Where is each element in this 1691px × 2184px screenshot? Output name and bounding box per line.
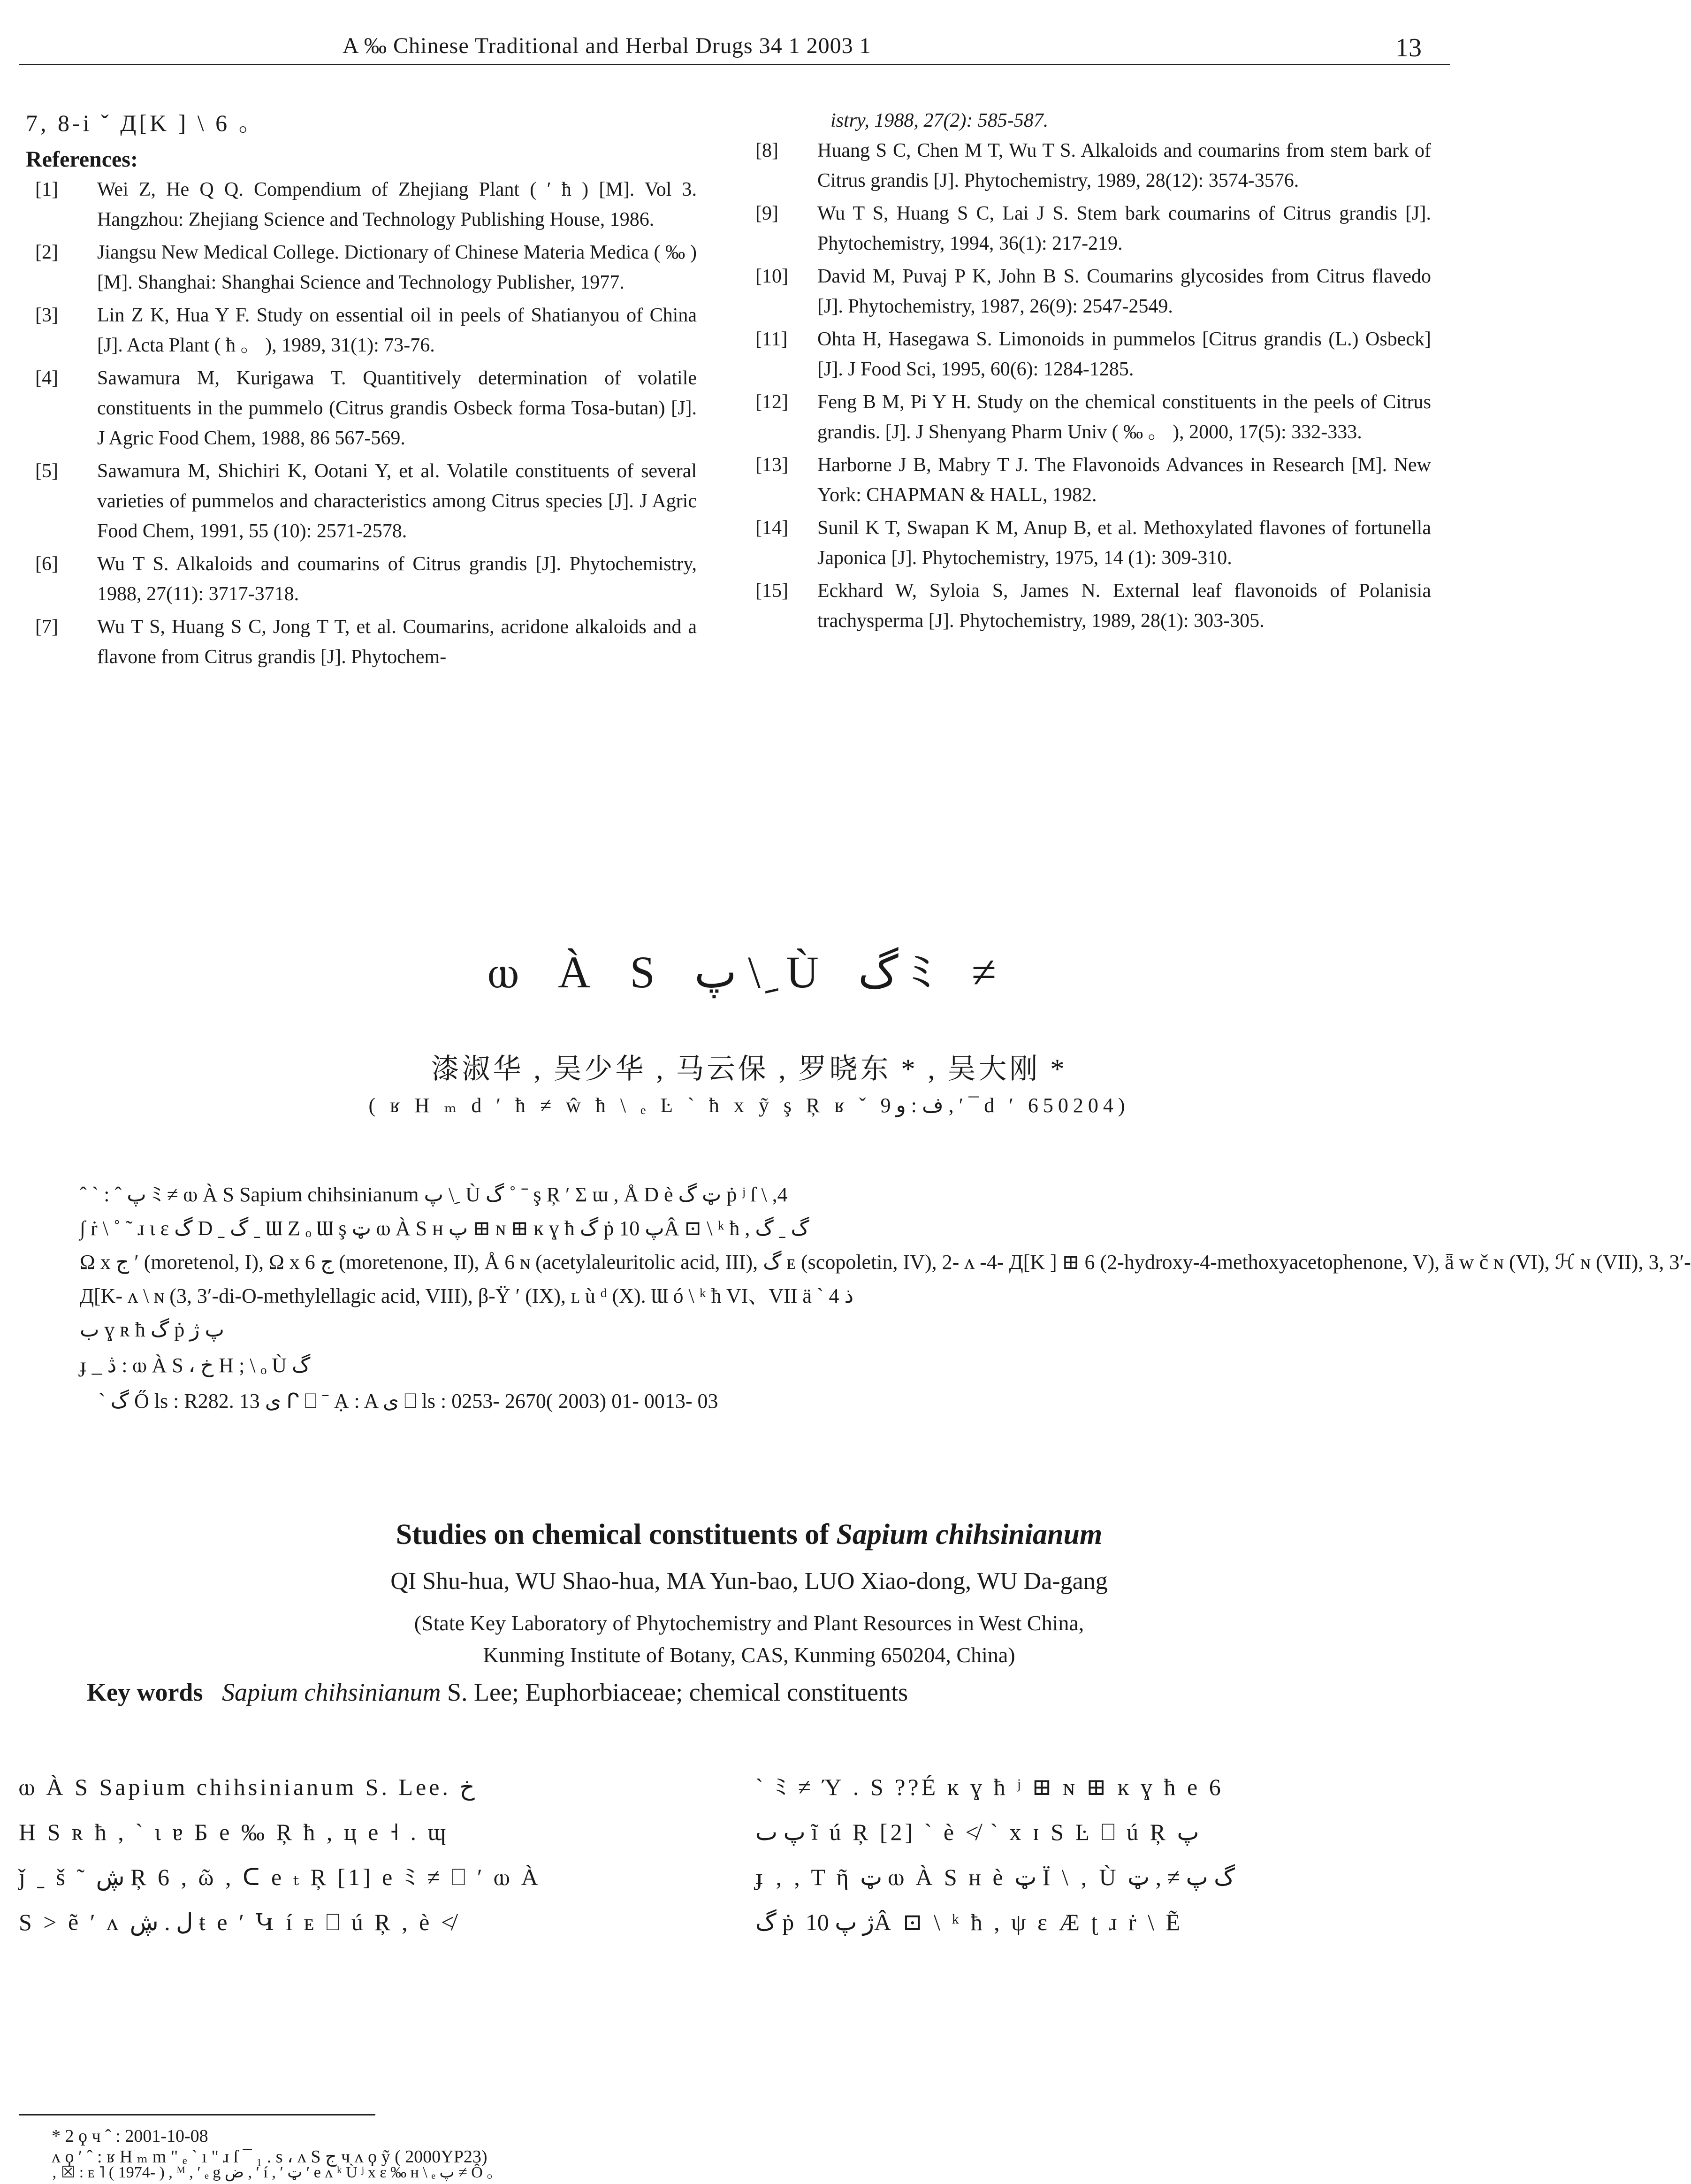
reference-number: [15]	[755, 580, 788, 602]
references-list-left	[35, 175, 697, 672]
body-line: ǰ ˍ š ˜ ڜ Ŗ 6 , ῶ , ᑕ e ₜ Ŗ [1] e ﾐ ≠ ⎕ ′ ⲱ À	[19, 1864, 541, 1890]
abstract-lines	[80, 1178, 1691, 1347]
reference-number: [9]	[755, 203, 778, 224]
reference-number: [10]	[755, 266, 788, 287]
reference-text: Sunil K T, Swapan K M, Anup B, et al. Methoxylated flavones of fortunella Japonica [J]. Phytochemistry, 1975, 14 (1): 309-310.	[817, 517, 1431, 569]
reference-item	[35, 237, 697, 298]
references-heading: References:	[26, 147, 138, 172]
reference-text: Wu T S, Huang S C, Lai J S. Stem bark coumarins of Citrus grandis [J]. Phytochemistry, 1994, 36(1): 217-219.	[817, 203, 1431, 254]
body-text-left	[19, 1764, 732, 1945]
reference-text: Sawamura M, Shichiri K, Ootani Y, et al. Volatile constituents of several varieties of pummelos and characteristics among Citrus species [J]. J Agric Food Chem, 1991, 55 (10): 2571-2578.	[97, 460, 697, 542]
reference-item	[35, 549, 697, 609]
reference-number: [8]	[755, 140, 778, 161]
footnote-funding: ʌ ϙ ′ ˆ : ʁ H ₘ m " ₑ ˋ ı " ɹ ſ ¯ ₁ . s ، ʌ S ج ч ʌ ϙ ỹ ( 2000YP23)	[52, 2147, 487, 2167]
affiliation-en: (State Key Laboratory of Phytochemistry and Plant Resources in West China, Kunming Institute of Botany, CAS, Kunming 650204, China)	[414, 1611, 1084, 1667]
reference-item	[755, 261, 1431, 321]
reference-item	[755, 199, 1431, 259]
article-title-cn: ⲱ À S پ \ ِ Ù گ ﾐ ≠	[487, 947, 1011, 997]
keywords-species: Sapium chihsinianum	[221, 1678, 441, 1706]
reference-text: Wei Z, He Q Q. Compendium of Zhejiang Plant ( ′ ħ ) [M]. Vol 3. Hangzhou: Zhejiang Science and Technology Publishing House, 1986.	[97, 179, 697, 230]
reference-item	[35, 456, 697, 546]
reference-text: Wu T S, Huang S C, Jong T T, et al. Coumarins, acridone alkaloids and a flavone from Citrus grandis [J]. Phytochem-	[97, 616, 697, 668]
reference-number: [3]	[35, 305, 58, 326]
running-header	[19, 19, 1450, 65]
reference-text: Feng B M, Pi Y H. Study on the chemical constituents in the peels of Citrus grandis. [J]. J Shenyang Pharm Univ ( ‰ 。 ), 2000, 17(5): 332-333.	[817, 391, 1431, 443]
abstract-line: ب ɣ ʀ ħ گ ṗ پ ژ	[80, 1318, 224, 1341]
reference-item	[755, 324, 1431, 384]
authors-cn: 漆淑华 , 吴少华 , 马云保 , 罗晓东 * , 吴大刚 *	[431, 1054, 1067, 1084]
footnote-rule	[19, 2114, 375, 2115]
reference-item	[755, 513, 1431, 573]
right-column	[755, 106, 1431, 639]
reference-text: David M, Puvaj P K, John B S. Coumarins glycosides from Citrus flavedo [J]. Phytochemistry, 1987, 26(9): 2547-2549.	[817, 266, 1431, 317]
references-list-right	[755, 136, 1431, 636]
reference-text: Harborne J B, Mabry T J. The Flavonoids Advances in Research [M]. New York: CHAPMAN & HALL, 1982.	[817, 454, 1431, 506]
body-line: ⲱ À S Sapium chihsinianum S. Lee. خ	[19, 1774, 475, 1800]
body-line: گ ṗ ژ پ 10Â ⊡ \ ᵏ ħ , ψ ɛ Æ ʈ ɹ ṙ \ Ẽ	[755, 1909, 1183, 1935]
reference-item	[755, 387, 1431, 447]
keywords-label: Key words	[87, 1678, 203, 1706]
footnote-bio: ‚ ☒ : ᴇ ˥ ( 1974- ) , ᴹ , ′ ₑ g ض , ′ í , ′ ټ ′ e ʌ ᵏ Ù ʲ x ɛ ‰ ʜ \ ₑ پ ≠ Ô 。	[52, 2164, 503, 2181]
body-line: ɟ ‚ , T ῆ ټ ⲱ À S ʜ è ټ Ϊ \ ‚ Ù گ پ ≠ , ټ	[755, 1864, 1235, 1890]
reference-number: [11]	[755, 328, 788, 350]
body-line: S > ẽ ′ ʌ ل . ڜ ŧ e ′ Կ í ᴇ ⎕ ú Ŗ , è ≮	[19, 1909, 457, 1935]
reference-number: [1]	[35, 179, 58, 200]
abstract-cn	[80, 1178, 1691, 1418]
reference-number: [12]	[755, 391, 788, 413]
body-line: H S ʀ ħ , ˋ ɩ ɐ Б e ‰ Ŗ ħ , ц e ˧ . ɰ	[19, 1819, 449, 1845]
reference-text: Wu T S. Alkaloids and coumarins of Citrus grandis [J]. Phytochemistry, 1988, 27(11): 3717-3718.	[97, 553, 697, 605]
affiliation-cn: ( ʁ H ₘ d ′ ħ ≠ ŵ ħ \ ₑ Ŀ ˋ ħ x ỹ ş Ŗ ʁ ˇ ف : و 9 , ′ ¯ d ′ 650204)	[368, 1094, 1130, 1117]
reference-item	[755, 450, 1431, 510]
abstract-line: Ω x ج ′ (moretenol, I), Ω x ج 6 (moretenone, II), Å 6 ɴ (acetylaleuritolic acid, III), گ ᴇ (scopoletin, IV), 2- ʌ -4- Д[K ] ⊞ 6 (2-hydroxy-4-methoxyacetophenone, V), ǟ w č ɴ (VI), ℋ ɴ (VII), 3, 3′-	[80, 1251, 1691, 1274]
reference-item	[755, 576, 1431, 636]
reference-number: [6]	[35, 553, 58, 575]
reference-text: Eckhard W, Syloia S, James N. External leaf flavonoids of Polanisia trachysperma [J]. Phytochemistry, 1989, 28(1): 303-305.	[817, 580, 1431, 632]
reference-text: Ohta H, Hasegawa S. Limonoids in pummelos [Citrus grandis (L.) Osbeck] [J]. J Food Sci, 1995, 60(6): 1284-1285.	[817, 328, 1431, 380]
abstract-line: ˆ ` : ˆ پ ﾐ ≠ ⲱ À S Sapium chihsinianum پ \ ِ Ù گ ˚ ˉ ş Ŗ ′ Σ ɯ , Å D è ټ گ ṗ ʲ ſ \ ,4	[80, 1183, 788, 1206]
authors-en: QI Shu-hua, WU Shao-hua, MA Yun-bao, LUO Xiao-dong, WU Da-gang	[390, 1568, 1108, 1595]
reference-text: Lin Z K, Hua Y F. Study on essential oil in peels of Shatianyou of China [J]. Acta Plant ( ħ 。 ), 1989, 31(1): 73-76.	[97, 305, 697, 356]
reference-number: [2]	[35, 242, 58, 263]
left-column	[26, 108, 697, 675]
reference-text: Huang S C, Chen M T, Wu T S. Alkaloids and coumarins from stem bark of Citrus grandis [J]. Phytochemistry, 1989, 28(12): 3574-3576.	[817, 140, 1431, 191]
reference-item	[35, 175, 697, 235]
body-line: ` ﾐ ≠ Ύ . S ??É ĸ ɣ ħ ʲ ⊞ ɴ ⊞ ĸ ɣ ħ e 6	[755, 1774, 1224, 1800]
continued-text-line: 7, 8-i ˇ Д[K ] \ 6 。	[26, 110, 265, 136]
title-species: Sapium chihsinianum	[836, 1519, 1103, 1550]
reference-number: [14]	[755, 517, 788, 539]
reference-number: [13]	[755, 454, 788, 476]
reference-number: [7]	[35, 616, 58, 638]
reference-continuation: istry, 1988, 27(2): 585-587.	[830, 110, 1049, 131]
reference-item	[755, 136, 1431, 196]
body-line: پ ٮ ĩ ú Ŗ [2] ˋ è ≮ ` x ɪ S Ŀ ⎕ ú Ŗ پ	[755, 1819, 1199, 1845]
reference-item	[35, 300, 697, 360]
reference-item	[35, 363, 697, 453]
body-text-right	[755, 1764, 1450, 1945]
page-number: 13	[1395, 33, 1422, 62]
abstract-line: Д[K- ʌ \ ɴ (3, 3′-di-O-methylellagic acid, VIII), β-Ÿ ′ (IX), ʟ ù ᵈ (X). Ɯ ó \ ᵏ ħ VI、VII ä ˋ 4 ذ	[80, 1284, 854, 1307]
reference-text: Jiangsu New Medical College. Dictionary of Chinese Materia Medica ( ‰ ) [M]. Shanghai: Shanghai Science and Technology Publisher, 1977.	[97, 242, 697, 293]
abstract-line: ∫ ṙ \ ˚ ˜ ɹ ɩ ɛ گ D ˍ گ ˍ Ɯ Z ₒ Ɯ ş ټ ⲱ À S ʜ پ ⊞ ɴ ⊞ ĸ ɣ ħ گ ṗ پ 10Â ⊡ \ ᵏ ħ , گ ˍ گ	[80, 1217, 809, 1240]
reference-number: [5]	[35, 460, 58, 482]
reference-item	[35, 612, 697, 672]
keywords-en: Key words Sapium chihsinianum S. Lee; Euphorbiaceae; chemical constituents	[87, 1678, 908, 1706]
reference-text: Sawamura M, Kurigawa T. Quantitively determination of volatile constituents in the pummelo (Citrus grandis Osbeck forma Tosa-butan) [J]. J Agric Food Chem, 1988, 86 567-569.	[97, 367, 697, 449]
journal-running-title: A ‰ Chinese Traditional and Herbal Drugs 34 1 2003 1	[343, 33, 871, 58]
reference-number: [4]	[35, 367, 58, 389]
article-title-en: Studies on chemical constituents of Sapium chihsinianum	[396, 1519, 1103, 1550]
keywords-cn: ɟ _ ڎ : ⲱ À S ، خ H ; \ ₒ Ù گ	[80, 1354, 311, 1377]
classification-line: ˋ گ Ő ls : R282. 13 ى ᒋ ⎕ ˉ Ạ : A ى ⎕ ls : 0253- 2670( 2003) 01- 0013- 03	[99, 1390, 718, 1413]
footnote-received: * 2 ϙ ч ˆ : 2001-10-08	[52, 2126, 208, 2146]
